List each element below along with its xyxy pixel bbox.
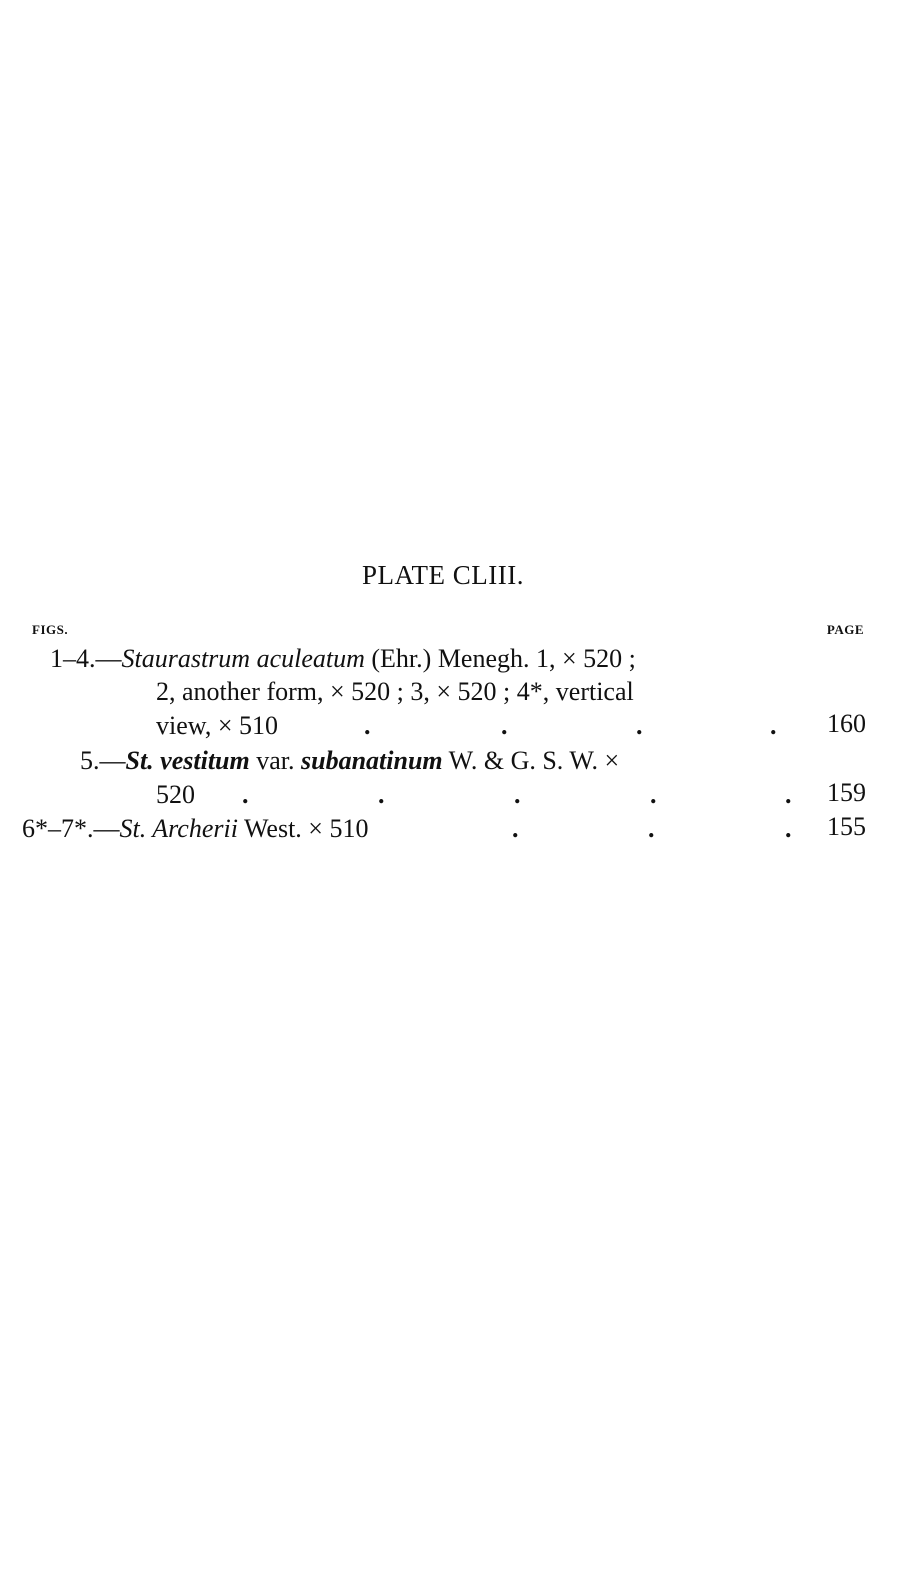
leader-dot: .: [242, 780, 249, 809]
page-column-header: PAGE: [826, 622, 864, 637]
entry-2-line-1: [80, 744, 619, 778]
leader-dot: .: [785, 780, 792, 809]
entry-1-species-name: Staurastrum aculeatum: [121, 644, 365, 673]
plate-title: PLATE CLIII.: [362, 560, 524, 590]
entry-2-variety-name: subanatinum: [301, 746, 443, 775]
entry-2-species-name: St. vestitum: [125, 746, 250, 775]
entry-1-authority: (Ehr.) Menegh. 1, × 520 ;: [364, 644, 636, 673]
leader-dot: .: [512, 814, 519, 843]
leader-dot: .: [378, 780, 385, 809]
entry-3-fig-number: 6*–7*.—: [22, 814, 120, 843]
entry-1-fig-number: 1–4.—: [50, 644, 122, 673]
entry-2-magnification: 520: [156, 780, 195, 809]
entry-1-line-1: [50, 642, 636, 676]
leader-dot: .: [501, 711, 508, 740]
figs-column-header: FIGS.: [32, 622, 69, 637]
leader-dot: .: [650, 780, 657, 809]
entry-2-fig-number: 5.—: [80, 746, 126, 775]
entry-1-description: 2, another form, × 520 ; 3, × 520 ; 4*, vertical: [156, 677, 634, 706]
entry-1-line-2: [156, 675, 634, 709]
entry-3-species-name: St. Archerii: [119, 814, 238, 843]
entry-2-authority: W. & G. S. W. ×: [442, 746, 620, 775]
leader-dot: .: [364, 711, 371, 740]
entry-2-var-label: var.: [249, 746, 302, 775]
entry-3-line-1: [22, 812, 866, 846]
leader-dot: .: [648, 814, 655, 843]
entry-2-line-2: [156, 778, 866, 812]
leader-dot: .: [514, 780, 521, 809]
leader-dot: .: [785, 814, 792, 843]
entry-1-line-3: [156, 709, 866, 743]
leader-dot: .: [770, 711, 777, 740]
entry-3-authority: West. × 510: [237, 814, 369, 843]
entry-2-page-number: 159: [827, 778, 866, 807]
entry-1-magnification: view, × 510: [156, 711, 279, 740]
entry-1-page-number: 160: [827, 709, 866, 738]
leader-dot: .: [636, 711, 643, 740]
entry-3-page-number: 155: [827, 812, 866, 841]
